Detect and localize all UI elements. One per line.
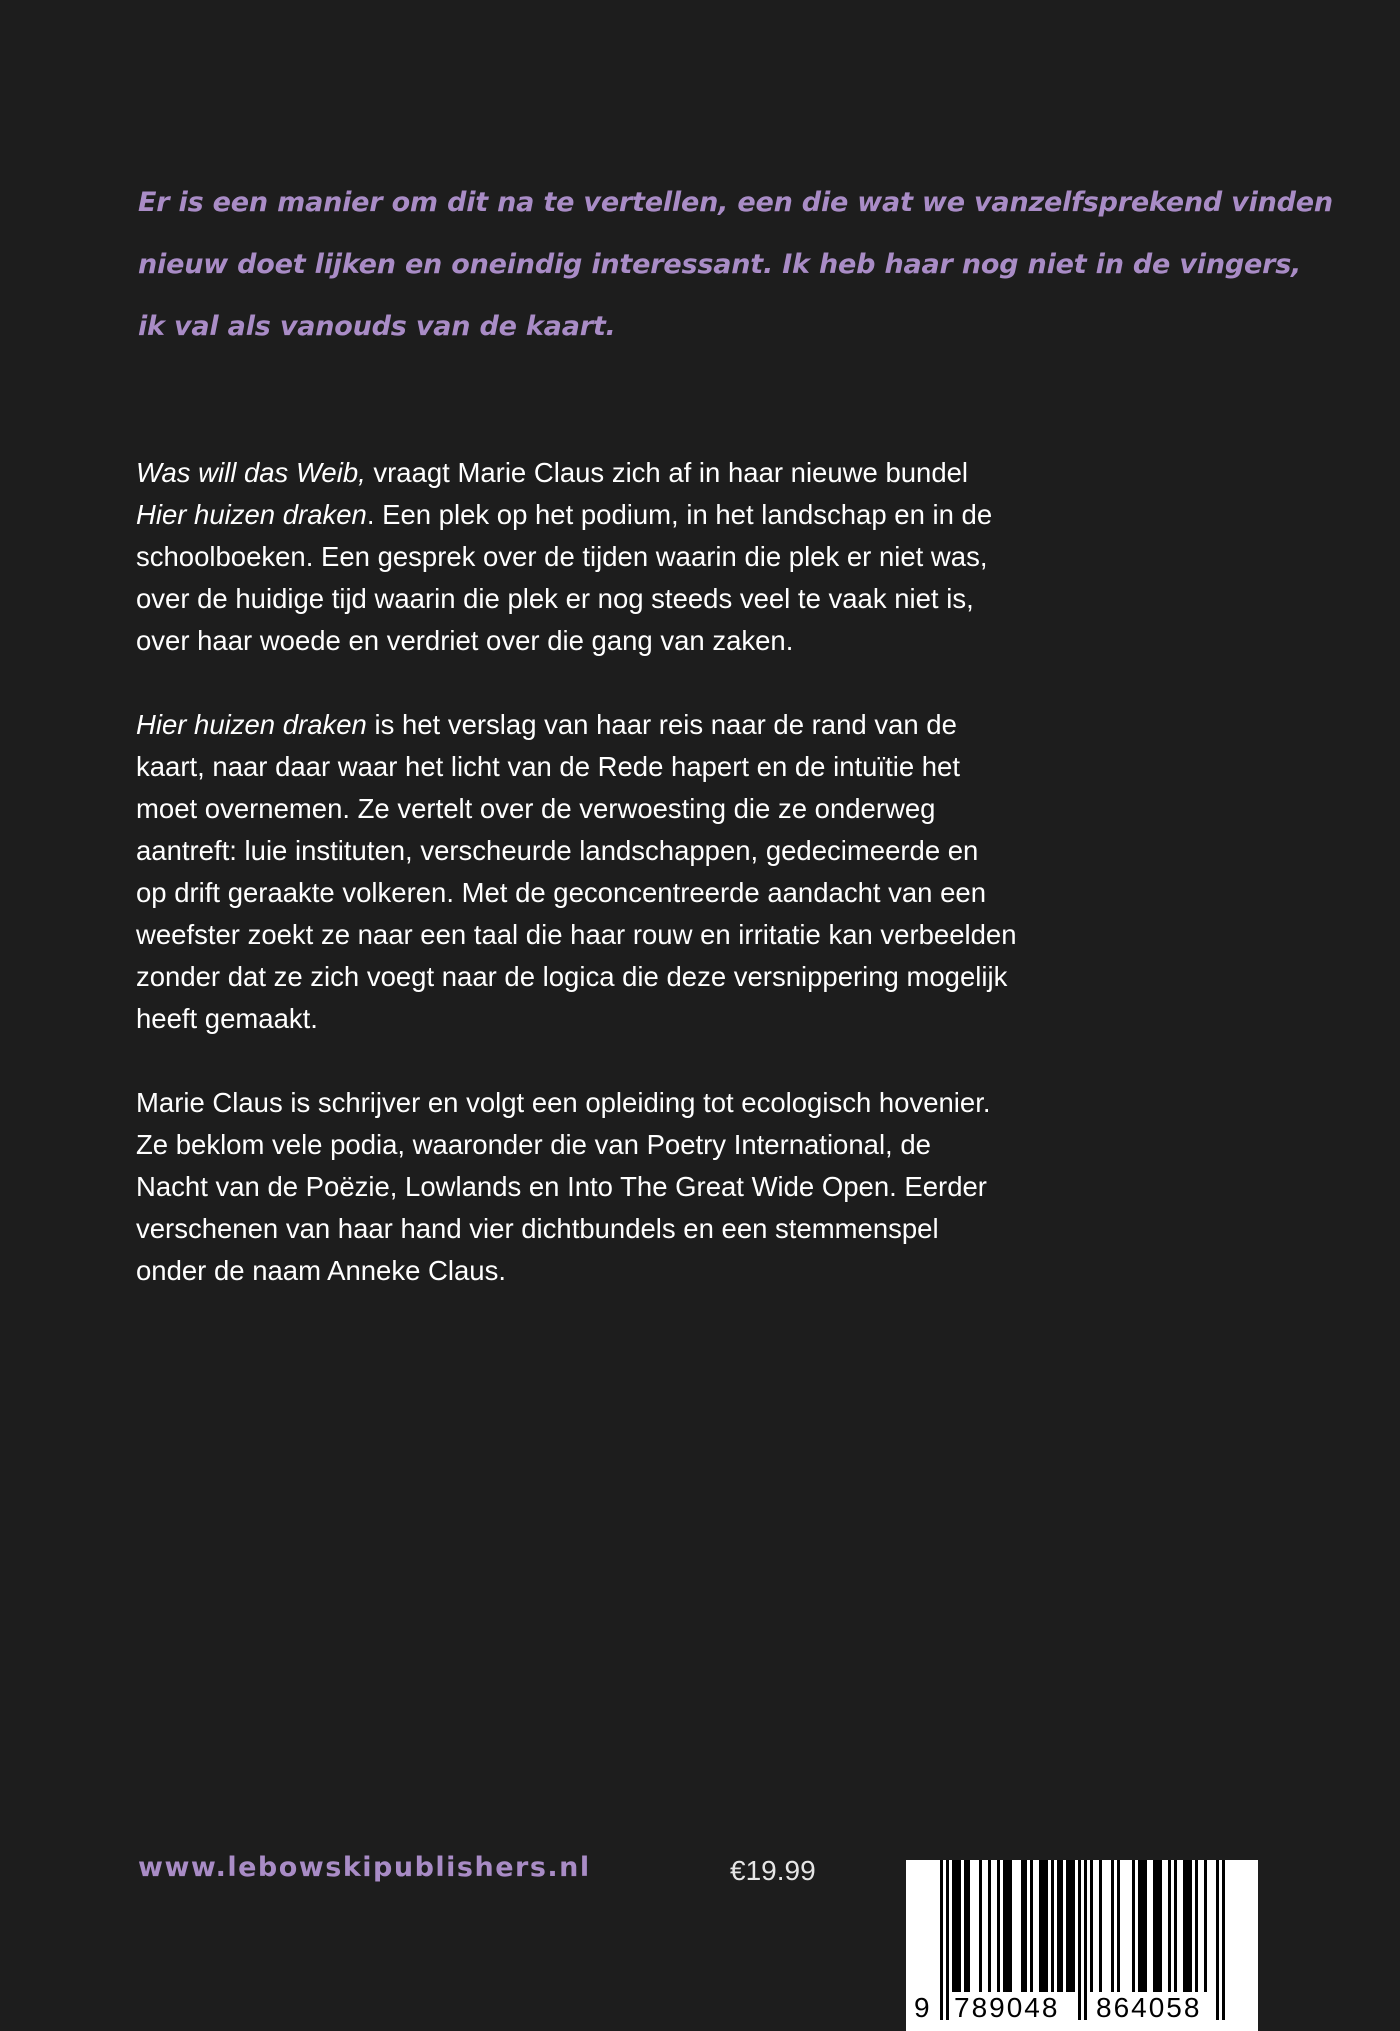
text-line: aantreft: luie instituten, verscheurde landschappen, gedecimeerde en bbox=[136, 835, 979, 866]
text-run: is het verslag van haar reis naar de rand van de bbox=[366, 709, 957, 740]
barcode-bar bbox=[1030, 1860, 1033, 1992]
barcode-bar bbox=[1189, 1860, 1192, 1992]
barcode-digits bbox=[906, 1992, 1258, 2026]
text-line: Ze beklom vele podia, waaronder die van Poetry International, de bbox=[136, 1129, 931, 1160]
barcode-bar bbox=[1042, 1860, 1045, 1992]
text-line bbox=[136, 494, 1096, 536]
barcode-left-group: 789048 bbox=[954, 1992, 1060, 2023]
barcode-bar bbox=[1099, 1860, 1102, 1992]
barcode-bar bbox=[1138, 1860, 1141, 1992]
barcode-bar bbox=[964, 1860, 967, 1992]
text-line: Nacht van de Poëzie, Lowlands en Into The Great Wide Open. Eerder bbox=[136, 1171, 987, 1202]
barcode-bar bbox=[1186, 1860, 1189, 1992]
barcode-bar bbox=[1111, 1860, 1114, 1992]
barcode-bar bbox=[1051, 1860, 1054, 1992]
book-title: Hier huizen draken bbox=[136, 709, 367, 740]
barcode-bar bbox=[1072, 1860, 1075, 1992]
text-line: verschenen van haar hand vier dichtbundels en een stemmenspel bbox=[136, 1213, 939, 1244]
author-bio bbox=[136, 1082, 1096, 1292]
barcode-bar bbox=[988, 1860, 991, 1992]
barcode-bar bbox=[979, 1860, 982, 1992]
barcode-right-group: 864058 bbox=[1096, 1992, 1202, 2023]
barcode-bar bbox=[1144, 1860, 1147, 1992]
barcode-bar bbox=[1159, 1860, 1162, 1992]
text-run: vraagt Marie Claus zich af in haar nieuwe bundel bbox=[365, 457, 969, 488]
barcode-bar bbox=[967, 1860, 970, 1992]
text-run: . Een plek op het podium, in het landschap en in de bbox=[366, 499, 993, 530]
barcode-bar bbox=[1069, 1860, 1072, 1992]
blurb bbox=[136, 452, 1096, 1334]
barcode-bar bbox=[1006, 1860, 1009, 1992]
text-line: schoolboeken. Een gesprek over de tijden waarin die plek er niet was, bbox=[136, 541, 988, 572]
publisher-website: www.lebowskipublishers.nl bbox=[138, 1852, 591, 1883]
text-line: zonder dat ze zich voegt naar de logica die deze versnippering mogelijk bbox=[136, 961, 1008, 992]
text-line bbox=[136, 704, 1096, 746]
barcode-lead-digit: 9 bbox=[914, 1992, 932, 2023]
barcode-bar bbox=[1066, 1860, 1069, 1992]
barcode-bar bbox=[952, 1860, 955, 1992]
barcode-bar bbox=[1204, 1860, 1207, 1992]
barcode-bar bbox=[1174, 1860, 1177, 1992]
quote-line: ik val als vanouds van de kaart. bbox=[138, 311, 616, 342]
barcode-bar bbox=[1057, 1860, 1060, 1992]
barcode-bar bbox=[1183, 1860, 1186, 1992]
barcode-bar bbox=[997, 1860, 1000, 1992]
text-line: heeft gemaakt. bbox=[136, 1003, 318, 1034]
barcode-bar bbox=[1039, 1860, 1042, 1992]
italic-phrase: Was will das Weib, bbox=[136, 457, 366, 488]
text-line: moet overnemen. Ze vertelt over de verwoesting die ze onderweg bbox=[136, 793, 936, 824]
barcode-bar bbox=[1024, 1860, 1027, 1992]
barcode-bar bbox=[1045, 1860, 1048, 1992]
text-line: kaart, naar daar waar het licht van de Rede hapert en de intuïtie het bbox=[136, 751, 960, 782]
barcode-bar bbox=[1132, 1860, 1135, 1992]
text-line bbox=[136, 452, 1096, 494]
barcode-bar bbox=[1156, 1860, 1159, 1992]
quote-line: Er is een manier om dit na te vertellen, een die wat we vanzelfsprekend vinden bbox=[138, 187, 1333, 218]
barcode-bar bbox=[1021, 1860, 1024, 1992]
barcode-bar bbox=[1090, 1860, 1093, 1992]
text-line: over de huidige tijd waarin die plek er nog steeds veel te vaak niet is, bbox=[136, 583, 974, 614]
text-line: over haar woede en verdriet over die gang van zaken. bbox=[136, 625, 794, 656]
barcode-bar bbox=[1060, 1860, 1063, 1992]
barcode-bar bbox=[1009, 1860, 1012, 1992]
blurb-paragraph-1 bbox=[136, 452, 1096, 662]
text-line: op drift geraakte volkeren. Met de geconcentreerde aandacht van een bbox=[136, 877, 987, 908]
barcode-bar bbox=[1153, 1860, 1156, 1992]
barcode-bar bbox=[1168, 1860, 1171, 1992]
barcode-bar bbox=[1195, 1860, 1198, 1992]
barcode-bar bbox=[955, 1860, 958, 1992]
book-title: Hier huizen draken bbox=[136, 499, 367, 530]
blurb-paragraph-2 bbox=[136, 704, 1096, 1040]
quote-line: nieuw doet lijken en oneindig interessant. Ik heb haar nog niet in de vingers, bbox=[138, 249, 1302, 280]
text-line: onder de naam Anneke Claus. bbox=[136, 1255, 506, 1286]
isbn-barcode bbox=[906, 1860, 1258, 2031]
barcode-bar bbox=[1003, 1860, 1006, 1992]
barcode-bar bbox=[958, 1860, 961, 1992]
barcode-bar bbox=[1141, 1860, 1144, 1992]
text-line: Marie Claus is schrijver en volgt een opleiding tot ecologisch hovenier. bbox=[136, 1087, 991, 1118]
text-line: weefster zoekt ze naar een taal die haar rouw en irritatie kan verbeelden bbox=[136, 919, 1017, 950]
pull-quote bbox=[138, 172, 1338, 358]
barcode-bar bbox=[1117, 1860, 1120, 1992]
price-label: €19.99 bbox=[730, 1855, 816, 1886]
